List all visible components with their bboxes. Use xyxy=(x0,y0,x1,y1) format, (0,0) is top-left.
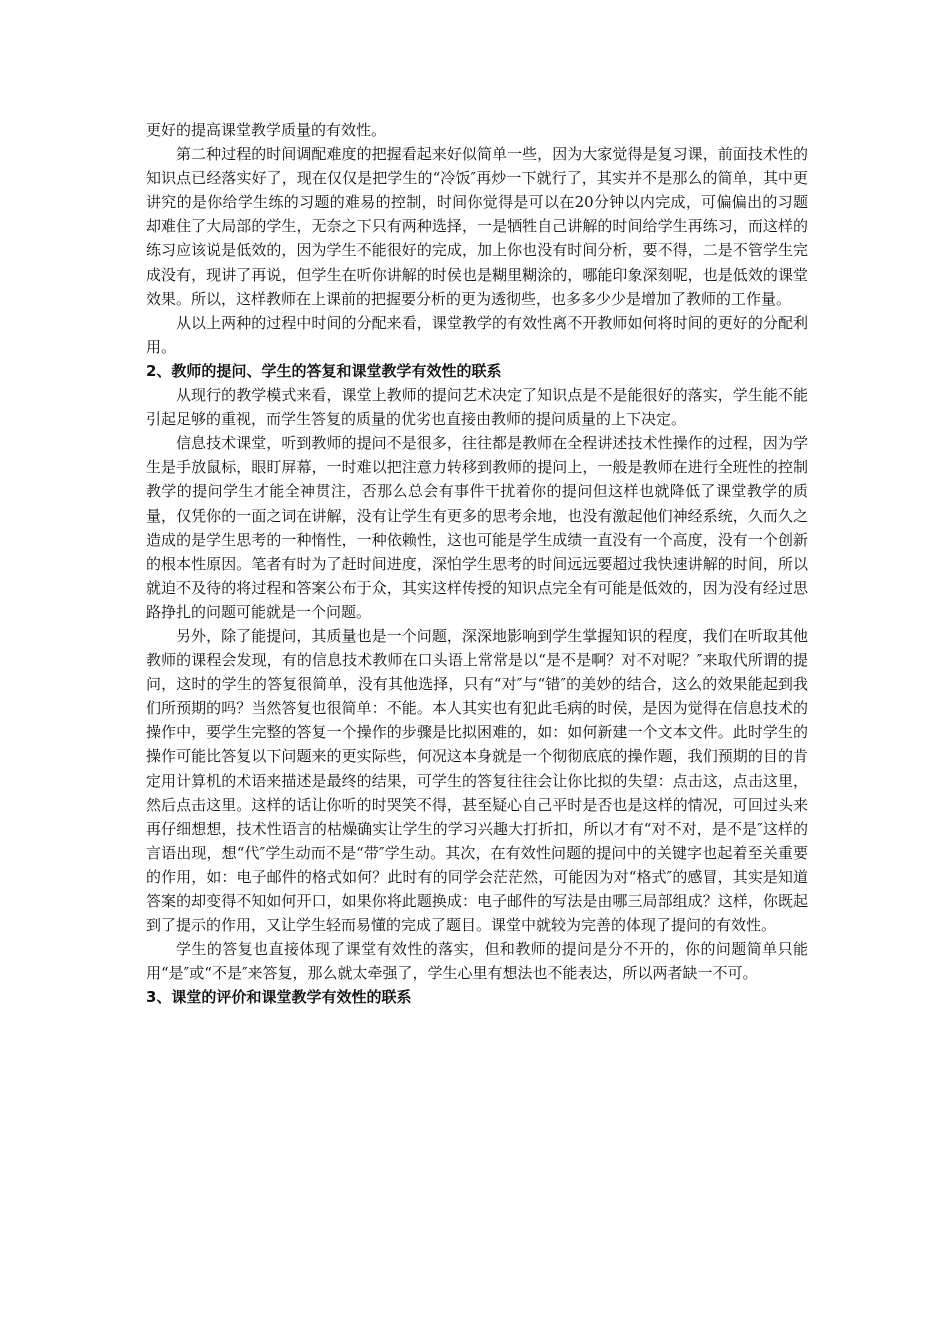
section-heading-2: 2、教师的提问、学生的答复和课堂教学有效性的联系 xyxy=(146,361,502,380)
paragraph-student-answers: 学生的答复也直接体现了课堂有效性的落实，但和教师的提问是分不开的，你的问题简单只能用“是″或“不是″来答复，那么就太牵强了，学生心里有想法也不能表达，所以两者缺一不可。 xyxy=(146,940,808,983)
section-heading-3: 3、课堂的评价和课堂教学有效性的联系 xyxy=(146,988,412,1007)
paragraph-time-allocation-summary: 从以上两种的过程中时间的分配来看，课堂教学的有效性离不开教师如何将时间的更好的分配利用。 xyxy=(146,313,808,356)
paragraph-it-classroom: 信息技术课堂，听到教师的提问不是很多，往往都是教师在全程讲述技术性操作的过程，因为学生是手放鼠标，眼盯屏幕，一时难以把注意力转移到教师的提问上，一般是教师在进行全班性的控制教学的提问学生才能全神贯注，否那么总会有事件干扰着你的提问但这样也就降低了课堂教学的质量，仅凭你的一面之词在讲解，没有让学生有更多的思考余地，也没有激起他们神经系统，久而久之造成的是学生思考的一种惰性，一种依赖性，这也可能是学生成绩一直没有一个高度，没有一个创新的根本性原因。笔者有时为了赶时间进度，深怕学生思考的时间远远要超过我快速讲解的时间，所以就迫不及待的将过程和答案公布于众，其实这样传授的知识点完全有可能是低效的，因为没有经过思路挣扎的问题可能就是一个问题。 xyxy=(146,434,808,621)
paragraph-continuation: 更好的提高课堂教学质量的有效性。 xyxy=(146,121,387,139)
paragraph-questioning-intro: 从现行的教学模式来看，课堂上教师的提问艺术决定了知识点是不是能很好的落实，学生能不能引起足够的重视，而学生答复的质量的优劣也直接由教师的提问质量的上下决定。 xyxy=(146,386,808,429)
document-page xyxy=(146,118,808,1009)
paragraph-time-allocation-second: 第二种过程的时间调配难度的把握看起来好似简单一些，因为大家觉得是复习课，前面技术性的知识点已经落实好了，现在仅仅是把学生的“冷饭″再炒一下就行了，其实并不是那么的简单，其中更讲究的是你给学生练的习题的难易的控制，时间你觉得是可以在20分钟以内完成，可偏偏出的习题却难住了大局部的学生，无奈之下只有两种选择，一是牺牲自己讲解的时间给学生再练习，而这样的练习应该说是低效的，因为学生不能很好的完成，加上你也没有时间分析，要不得，二是不管学生完成没有，现讲了再说，但学生在听你讲解的时侯也是糊里糊涂的，哪能印象深刻呢，也是低效的课堂效果。所以，这样教师在上课前的把握要分析的更为透彻些，也多多少少是增加了教师的工作量。 xyxy=(146,145,808,308)
paragraph-question-quality: 另外，除了能提问，其质量也是一个问题，深深地影响到学生掌握知识的程度，我们在听取其他教师的课程会发现，有的信息技术教师在口头语上常常是以“是不是啊？对不对呢？″来取代所谓的提问，这时的学生的答复很简单，没有其他选择，只有“对″与“错″的美妙的结合，这么的效果能起到我们所预期的吗？当然答复也很简单：不能。本人其实也有犯此毛病的时侯，是因为觉得在信息技术的操作中，要学生完整的答复一个操作的步骤是比拟困难的，如：如何新建一个文本文件。此时学生的操作可能比答复以下问题来的更实际些，何况这本身就是一个彻彻底底的操作题，我们预期的目的肯定用计算机的术语来描述是最终的结果，可学生的答复往往会让你比拟的失望：点击这，点击这里，然后点击这里。这样的话让你听的时哭笑不得，甚至疑心自己平时是否也是这样的情况，可回过头来再仔细想想，技术性语言的枯燥确实让学生的学习兴趣大打折扣，所以才有“对不对，是不是″这样的言语出现，想“代″学生动而不是“带″学生动。其次，在有效性问题的提问中的关键字也起着至关重要的作用，如：电子邮件的格式如何？此时有的同学会茫茫然，可能因为对“格式″的感冒，其实是知道答案的却变得不知如何开口，如果你将此题换成：电子邮件的写法是由哪三局部组成？这样，你既起到了提示的作用，又让学生轻而易懂的完成了题目。课堂中就较为完善的体现了提问的有效性。 xyxy=(146,626,808,935)
